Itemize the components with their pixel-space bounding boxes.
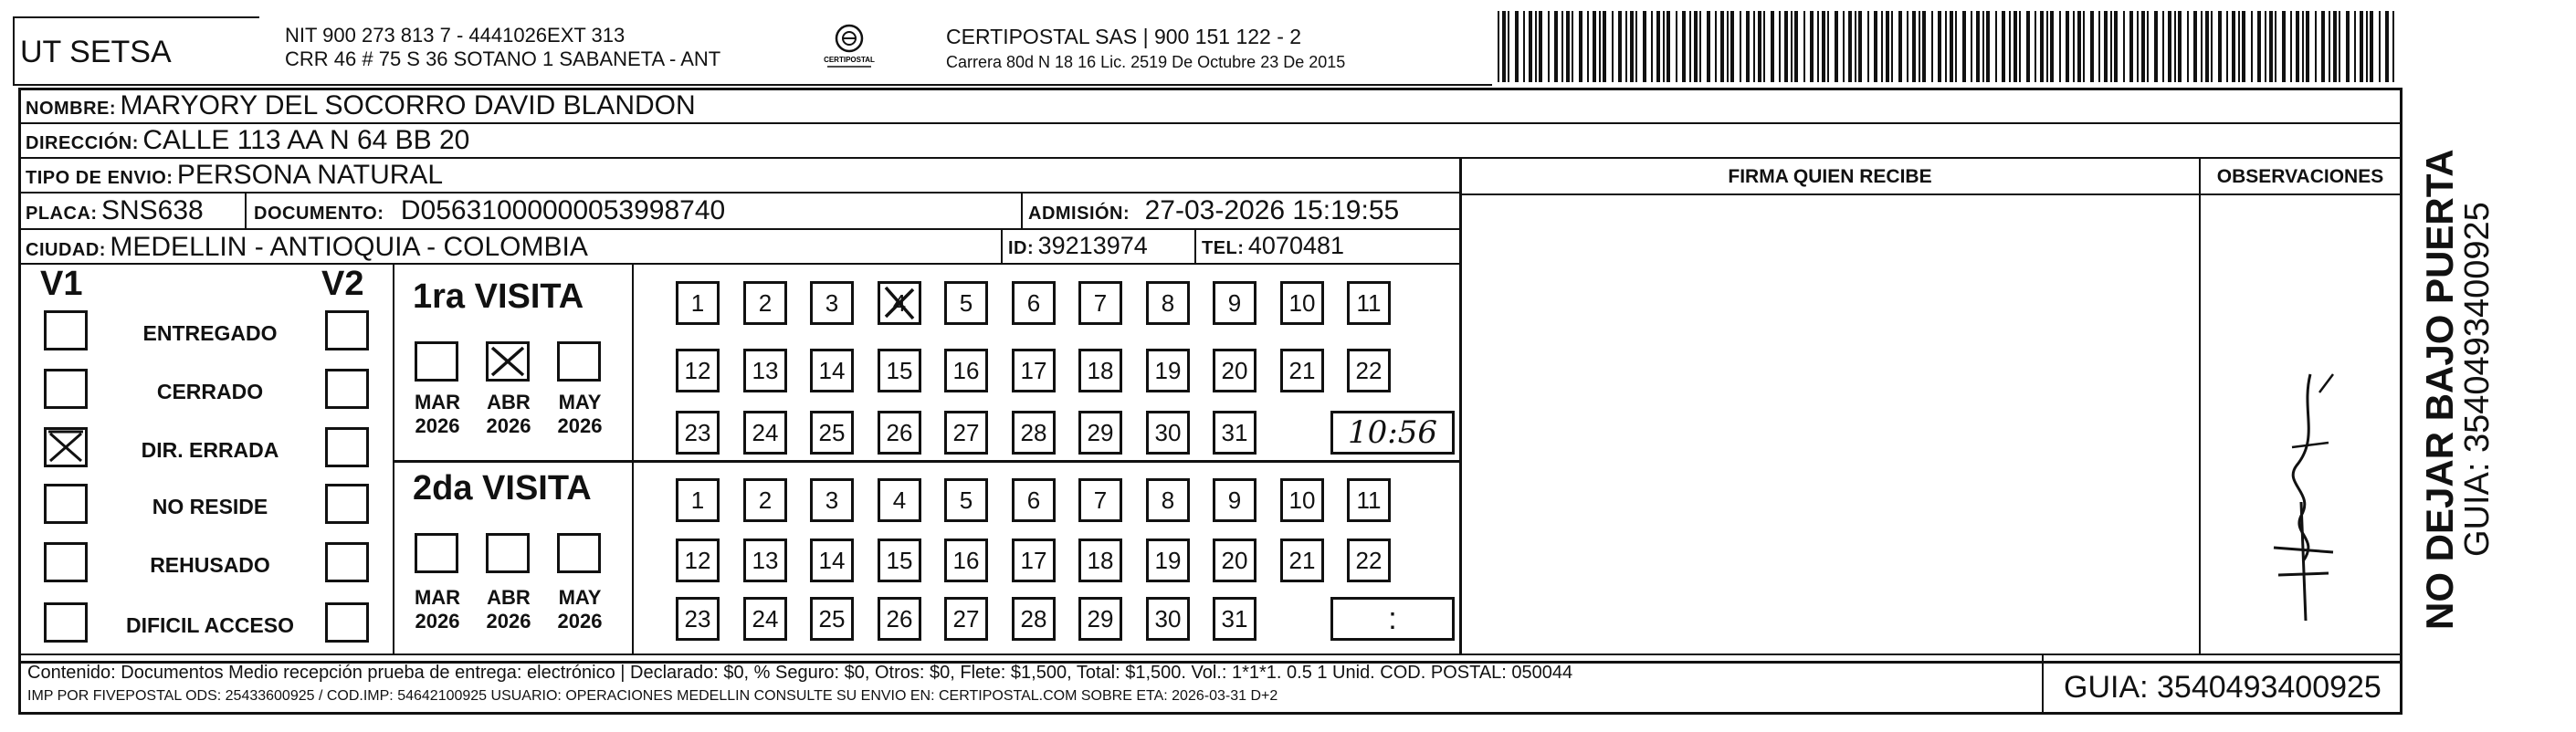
v1-checkbox[interactable] bbox=[44, 427, 88, 467]
day-number: 7 bbox=[1093, 288, 1108, 317]
day-box[interactable] bbox=[1012, 349, 1056, 392]
month-name: MAR bbox=[414, 391, 461, 413]
company-nit bbox=[285, 24, 720, 71]
side-guia-number: GUIA: 3540493400925 bbox=[2458, 202, 2497, 557]
day-number: 3 bbox=[825, 288, 839, 317]
day-number: 26 bbox=[886, 604, 913, 633]
day-box[interactable] bbox=[1146, 411, 1190, 455]
status-label: ENTREGADO bbox=[142, 321, 278, 345]
day-box[interactable] bbox=[743, 478, 787, 522]
visit-time: 10:56 bbox=[1348, 414, 1437, 451]
month-name: MAR bbox=[414, 586, 461, 609]
id-label: ID: bbox=[1008, 238, 1035, 258]
shipping-type: PERSONA NATURAL bbox=[176, 160, 444, 190]
v2-checkbox[interactable] bbox=[325, 369, 369, 409]
day-number: 8 bbox=[1161, 288, 1175, 317]
day-box[interactable] bbox=[1213, 411, 1256, 455]
observations-column-header: OBSERVACIONES bbox=[2216, 166, 2384, 187]
name-label: NOMBRE: bbox=[26, 99, 117, 119]
month-checkbox[interactable] bbox=[415, 533, 458, 573]
day-number: 14 bbox=[818, 356, 846, 384]
day-box[interactable] bbox=[1012, 411, 1056, 455]
day-number: 16 bbox=[952, 356, 980, 384]
day-number: 9 bbox=[1227, 486, 1242, 514]
day-number: 17 bbox=[1020, 356, 1047, 384]
month-checkbox[interactable] bbox=[486, 341, 530, 382]
month-label bbox=[405, 391, 469, 438]
day-box[interactable] bbox=[810, 478, 854, 522]
day-number: 1 bbox=[690, 288, 705, 317]
day-box[interactable] bbox=[944, 411, 988, 455]
day-number: 31 bbox=[1221, 418, 1248, 446]
visit2-title: 2da VISITA bbox=[413, 469, 592, 507]
day-number: 29 bbox=[1087, 604, 1114, 633]
day-box[interactable] bbox=[944, 597, 988, 641]
day-box[interactable] bbox=[676, 281, 720, 325]
v2-label: V2 bbox=[321, 265, 364, 303]
day-number: 29 bbox=[1087, 418, 1114, 446]
month-label bbox=[548, 586, 612, 633]
day-box[interactable] bbox=[878, 539, 921, 582]
day-box[interactable] bbox=[1012, 478, 1056, 522]
day-number: 22 bbox=[1355, 356, 1383, 384]
visit1-title: 1ra VISITA bbox=[413, 277, 584, 316]
v1-checkbox[interactable] bbox=[44, 484, 88, 524]
day-box[interactable] bbox=[1012, 539, 1056, 582]
day-number: 17 bbox=[1020, 546, 1047, 574]
day-box[interactable] bbox=[1146, 281, 1190, 325]
day-number: 20 bbox=[1221, 546, 1248, 574]
day-number: 6 bbox=[1026, 486, 1041, 514]
day-number: 15 bbox=[886, 356, 913, 384]
day-number: 12 bbox=[684, 356, 711, 384]
barcode-icon bbox=[1498, 11, 2402, 82]
day-box[interactable] bbox=[1078, 478, 1122, 522]
day-number: 9 bbox=[1227, 288, 1242, 317]
day-number: 3 bbox=[825, 486, 839, 514]
day-number: 26 bbox=[886, 418, 913, 446]
id-value: 39213974 bbox=[1037, 232, 1148, 259]
cross-mark-icon bbox=[47, 430, 85, 465]
day-box[interactable] bbox=[1347, 349, 1391, 392]
document-label: DOCUMENTO: bbox=[254, 204, 384, 224]
visit1-time-box[interactable] bbox=[1330, 411, 1455, 455]
v2-checkbox[interactable] bbox=[325, 484, 369, 524]
day-number: 30 bbox=[1154, 418, 1182, 446]
footer-print-line: IMP POR FIVEPOSTAL ODS: 25433600925 / COD.IMP: 54642100925 USUARIO: OPERACIONES MEDELLIN CONSULTE SU ENVIO EN: CERTIPOSTAL.COM SOBRE ETA: 2026-03-31 D+2 bbox=[27, 688, 1278, 704]
day-box[interactable] bbox=[676, 349, 720, 392]
day-box[interactable] bbox=[878, 281, 921, 325]
day-number: 5 bbox=[959, 288, 973, 317]
day-box[interactable] bbox=[1213, 597, 1256, 641]
plate-value: SNS638 bbox=[101, 195, 204, 225]
day-box[interactable] bbox=[1078, 411, 1122, 455]
day-box[interactable] bbox=[1347, 281, 1391, 325]
v1-label: V1 bbox=[40, 265, 83, 303]
day-number: 12 bbox=[684, 546, 711, 574]
month-checkbox[interactable] bbox=[557, 341, 601, 382]
day-box[interactable] bbox=[1280, 539, 1324, 582]
month-checkbox[interactable] bbox=[557, 533, 601, 573]
day-number: 2 bbox=[758, 288, 773, 317]
day-number: 30 bbox=[1154, 604, 1182, 633]
day-number: 5 bbox=[959, 486, 973, 514]
day-box[interactable] bbox=[1146, 539, 1190, 582]
day-box[interactable] bbox=[878, 478, 921, 522]
day-box[interactable] bbox=[1078, 597, 1122, 641]
day-number: 24 bbox=[752, 418, 779, 446]
day-number: 27 bbox=[952, 418, 980, 446]
nit-line: NIT 900 273 813 7 - 4441026EXT 313 bbox=[285, 24, 626, 47]
day-box[interactable] bbox=[1146, 349, 1190, 392]
day-number: 25 bbox=[818, 418, 846, 446]
day-box[interactable] bbox=[1280, 281, 1324, 325]
month-year: 2026 bbox=[415, 414, 460, 437]
month-label bbox=[477, 586, 541, 633]
day-box[interactable] bbox=[878, 597, 921, 641]
day-box[interactable] bbox=[676, 539, 720, 582]
day-box[interactable] bbox=[676, 411, 720, 455]
day-number: 13 bbox=[752, 356, 779, 384]
day-box[interactable] bbox=[1280, 349, 1324, 392]
signature-column-header: FIRMA QUIEN RECIBE bbox=[1728, 166, 1932, 187]
v1-checkbox[interactable] bbox=[44, 369, 88, 409]
day-box[interactable] bbox=[1146, 478, 1190, 522]
day-number: 23 bbox=[684, 604, 711, 633]
day-box[interactable] bbox=[743, 411, 787, 455]
day-number: 31 bbox=[1221, 604, 1248, 633]
day-number: 14 bbox=[818, 546, 846, 574]
month-name: MAY bbox=[558, 586, 602, 609]
certipostal-name: CERTIPOSTAL SAS | 900 151 122 - 2 bbox=[946, 25, 1302, 48]
day-box[interactable] bbox=[1280, 478, 1324, 522]
day-number: 4 bbox=[892, 486, 907, 514]
no-dejar-bajo-puerta-notice: NO DEJAR BAJO PUERTA bbox=[2418, 149, 2461, 630]
month-checkbox[interactable] bbox=[415, 341, 458, 382]
day-number: 23 bbox=[684, 418, 711, 446]
day-number: 16 bbox=[952, 546, 980, 574]
day-number: 19 bbox=[1154, 546, 1182, 574]
day-box[interactable] bbox=[878, 349, 921, 392]
day-number: 27 bbox=[952, 604, 980, 633]
month-name: ABR bbox=[487, 391, 531, 413]
day-box[interactable] bbox=[878, 411, 921, 455]
day-number: 19 bbox=[1154, 356, 1182, 384]
plate-label: PLACA: bbox=[26, 204, 98, 224]
day-number: 20 bbox=[1221, 356, 1248, 384]
day-box[interactable] bbox=[810, 539, 854, 582]
day-box[interactable] bbox=[810, 349, 854, 392]
status-label: CERRADO bbox=[156, 380, 264, 403]
v1-checkbox[interactable] bbox=[44, 602, 88, 643]
day-number: 28 bbox=[1020, 604, 1047, 633]
day-number: 10 bbox=[1288, 486, 1316, 514]
day-number: 18 bbox=[1087, 546, 1114, 574]
admission-value: 27-03-2026 15:19:55 bbox=[1144, 195, 1400, 225]
day-box[interactable] bbox=[743, 349, 787, 392]
footer-guia-number: GUIA: 3540493400925 bbox=[2064, 670, 2381, 705]
month-label bbox=[477, 391, 541, 438]
tel-value: 4070481 bbox=[1247, 232, 1345, 259]
city-label: CIUDAD: bbox=[26, 240, 106, 260]
day-number: 11 bbox=[1356, 288, 1382, 317]
day-box[interactable] bbox=[1347, 478, 1391, 522]
certipostal-address: Carrera 80d N 18 16 Lic. 2519 De Octubre 23 De 2015 bbox=[946, 53, 1346, 71]
day-box[interactable] bbox=[944, 539, 988, 582]
day-box[interactable] bbox=[1012, 597, 1056, 641]
day-number: 2 bbox=[758, 486, 773, 514]
status-label: REHUSADO bbox=[150, 553, 270, 577]
month-year: 2026 bbox=[415, 610, 460, 633]
document-value: D05631000000053998740 bbox=[400, 195, 726, 225]
tel-label: TEL: bbox=[1202, 238, 1245, 258]
v2-checkbox[interactable] bbox=[325, 427, 369, 467]
day-box[interactable] bbox=[944, 478, 988, 522]
day-number: 6 bbox=[1026, 288, 1041, 317]
month-year: 2026 bbox=[486, 414, 531, 437]
v1-checkbox[interactable] bbox=[44, 310, 88, 350]
city-value: MEDELLIN - ANTIOQUIA - COLOMBIA bbox=[110, 232, 588, 262]
day-number: 21 bbox=[1288, 356, 1316, 384]
day-box[interactable] bbox=[1213, 349, 1256, 392]
day-number: 24 bbox=[752, 604, 779, 633]
logo-text: CERTIPOSTAL bbox=[824, 56, 875, 64]
day-box[interactable] bbox=[810, 597, 854, 641]
recipient-address: CALLE 113 AA N 64 BB 20 bbox=[142, 125, 470, 155]
day-number: 22 bbox=[1355, 546, 1383, 574]
v2-checkbox[interactable] bbox=[325, 602, 369, 643]
day-box[interactable] bbox=[1213, 478, 1256, 522]
company-address-line: CRR 46 # 75 S 36 SOTANO 1 SABANETA - ANT bbox=[285, 47, 721, 70]
footer-content-line: Contenido: Documentos Medio recepción prueba de entrega: electrónico | Declarado: $0, % Seguro: $0, Otros: $0, Flete: $1,500, Total: $1,500. Vol.: 1*1*1. 0.5 1 Unid. COD. POSTAL: 050044 bbox=[27, 663, 1573, 683]
status-label: DIFICIL ACCESO bbox=[125, 613, 294, 637]
day-box[interactable] bbox=[810, 411, 854, 455]
day-box[interactable] bbox=[1078, 281, 1122, 325]
company-name: UT SETSA bbox=[20, 35, 172, 69]
day-box[interactable] bbox=[944, 281, 988, 325]
day-box[interactable] bbox=[743, 597, 787, 641]
day-number: 10 bbox=[1288, 288, 1316, 317]
month-year: 2026 bbox=[557, 610, 603, 633]
month-year: 2026 bbox=[557, 414, 603, 437]
visit-time: : bbox=[1388, 601, 1397, 636]
recipient-name: MARYORY DEL SOCORRO DAVID BLANDON bbox=[120, 90, 696, 120]
admission-label: ADMISIÓN: bbox=[1028, 204, 1130, 224]
day-number: 11 bbox=[1356, 486, 1382, 514]
status-label: NO RESIDE bbox=[152, 495, 268, 518]
month-year: 2026 bbox=[486, 610, 531, 633]
month-label bbox=[548, 391, 612, 438]
day-box[interactable] bbox=[1078, 349, 1122, 392]
certipostal-info bbox=[946, 24, 1345, 75]
address-label: DIRECCIÓN: bbox=[26, 133, 139, 153]
certipostal-logo-icon bbox=[822, 22, 877, 71]
month-label bbox=[405, 586, 469, 633]
month-name: ABR bbox=[487, 586, 531, 609]
day-box[interactable] bbox=[1078, 539, 1122, 582]
v2-checkbox[interactable] bbox=[325, 310, 369, 350]
day-number: 18 bbox=[1087, 356, 1114, 384]
visit2-time-box[interactable] bbox=[1330, 597, 1455, 641]
cross-mark-icon bbox=[489, 344, 527, 379]
day-number: 8 bbox=[1161, 486, 1175, 514]
day-number: 21 bbox=[1288, 546, 1316, 574]
status-label: DIR. ERRADA bbox=[141, 438, 279, 462]
v1-checkbox[interactable] bbox=[44, 542, 88, 582]
day-box[interactable] bbox=[1213, 281, 1256, 325]
day-number: 13 bbox=[752, 546, 779, 574]
day-number: 25 bbox=[818, 604, 846, 633]
shipping-type-label: TIPO DE ENVIO: bbox=[26, 168, 173, 188]
day-number: 7 bbox=[1093, 486, 1108, 514]
cross-mark-icon bbox=[880, 284, 919, 322]
day-number: 28 bbox=[1020, 418, 1047, 446]
day-box[interactable] bbox=[944, 349, 988, 392]
day-box[interactable] bbox=[743, 539, 787, 582]
handwritten-signature-icon bbox=[2246, 356, 2356, 630]
v2-checkbox[interactable] bbox=[325, 542, 369, 582]
day-box[interactable] bbox=[1012, 281, 1056, 325]
day-number: 1 bbox=[690, 486, 705, 514]
day-box[interactable] bbox=[1146, 597, 1190, 641]
day-box[interactable] bbox=[676, 597, 720, 641]
day-box[interactable] bbox=[1213, 539, 1256, 582]
day-box[interactable] bbox=[810, 281, 854, 325]
month-checkbox[interactable] bbox=[486, 533, 530, 573]
day-number: 4 bbox=[892, 288, 907, 317]
day-number: 15 bbox=[886, 546, 913, 574]
day-box[interactable] bbox=[1347, 539, 1391, 582]
day-box[interactable] bbox=[743, 281, 787, 325]
month-name: MAY bbox=[558, 391, 602, 413]
day-box[interactable] bbox=[676, 478, 720, 522]
